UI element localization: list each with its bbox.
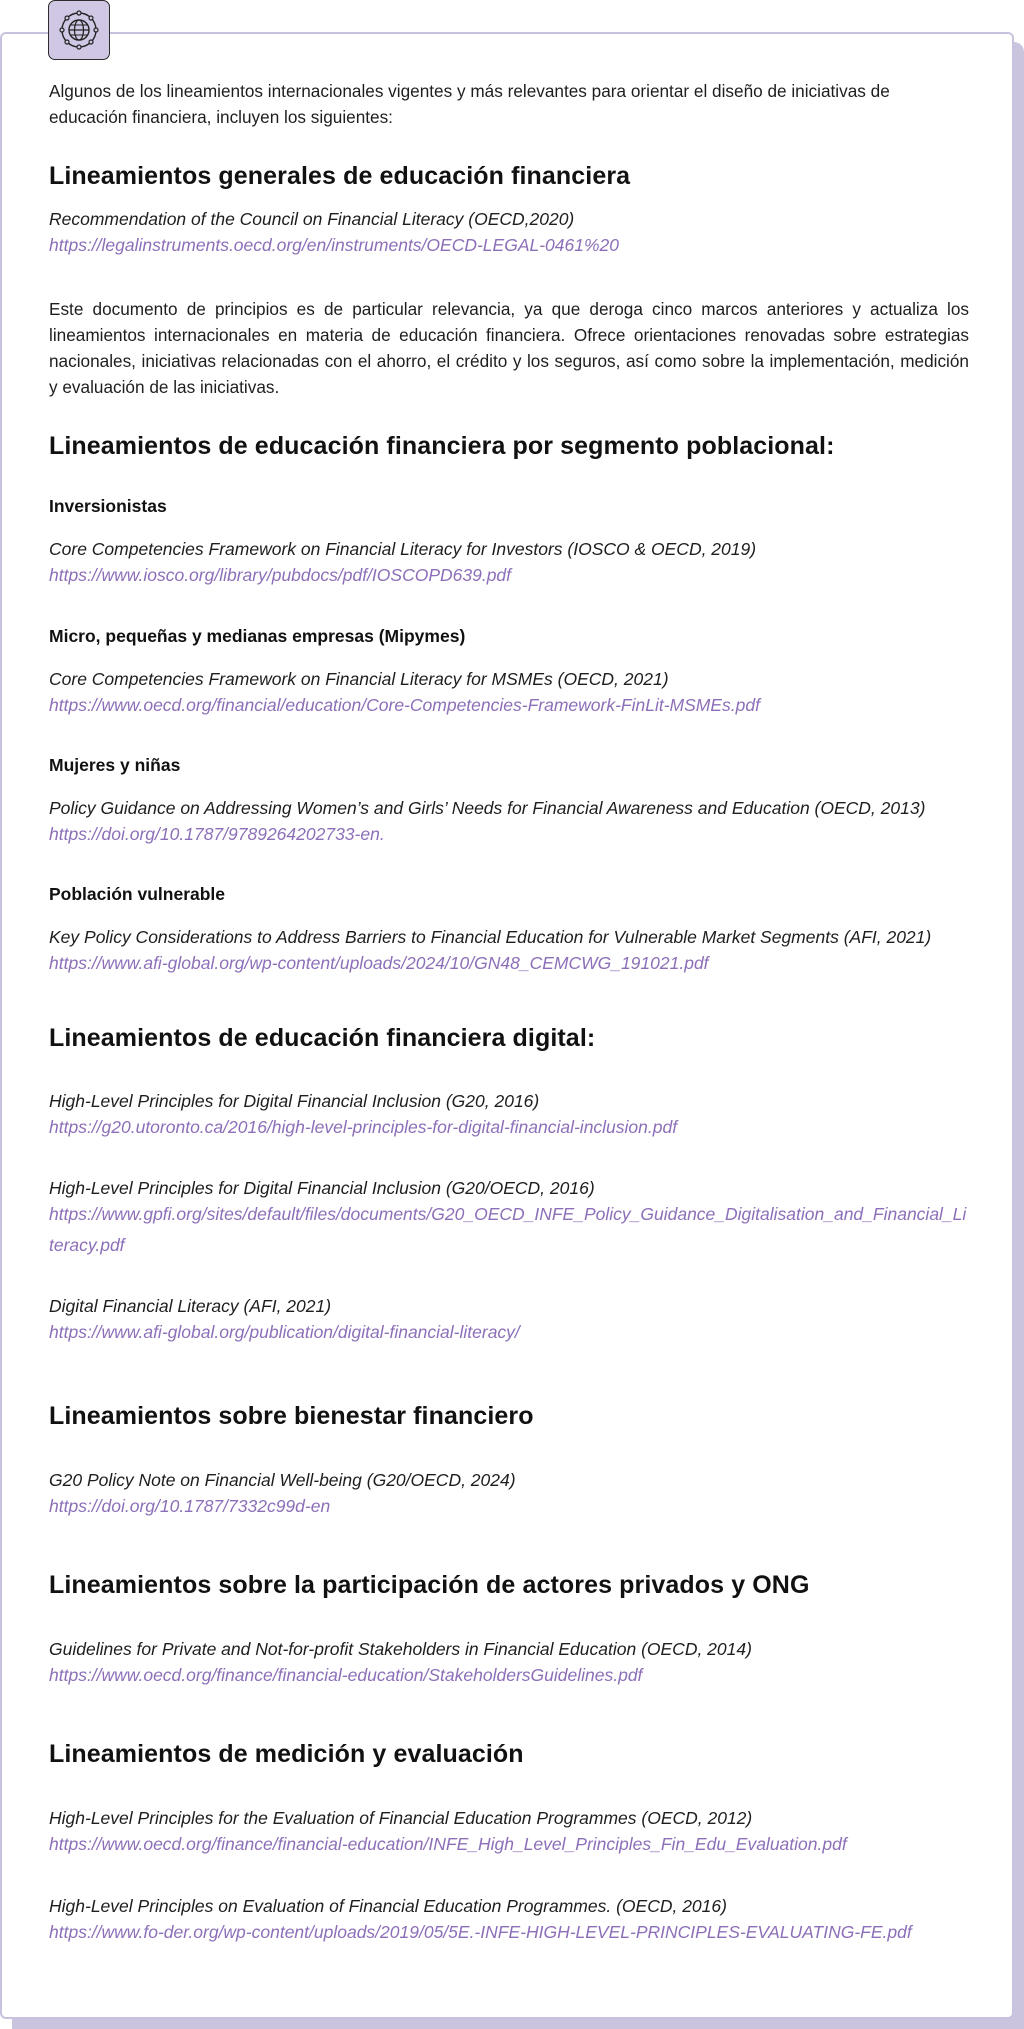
reference-link[interactable]: https://www.iosco.org/library/pubdocs/pdf/IOSCOPD639.pdf bbox=[49, 565, 512, 585]
section-heading: Lineamientos generales de educación financiera bbox=[49, 162, 631, 190]
subsection-title: Micro, pequeñas y medianas empresas (Mipymes) bbox=[49, 626, 466, 646]
subsection-title: Mujeres y niñas bbox=[49, 755, 181, 775]
reference-link[interactable]: https://doi.org/10.1787/9789264202733-en. bbox=[49, 824, 385, 844]
section-heading: Lineamientos de educación financiera digital: bbox=[49, 1024, 596, 1052]
reference-link[interactable]: https://www.afi-global.org/wp-content/uploads/2024/10/GN48_CEMCWG_191021.pdf bbox=[49, 953, 709, 973]
reference-link[interactable]: https://www.gpfi.org/sites/default/files/documents/G20_OECD_INFE_Policy_Guidance_Digitalisation_and_Financial_Literacy.pdf bbox=[49, 1204, 967, 1255]
reference-title: Core Competencies Framework on Financial Literacy for MSMEs (OECD, 2021) bbox=[49, 669, 669, 689]
reference-link[interactable]: https://doi.org/10.1787/7332c99d-en bbox=[49, 1496, 331, 1516]
section-heading: Lineamientos de educación financiera por segmento poblacional: bbox=[49, 432, 835, 460]
reference-title: Policy Guidance on Addressing Women’s and Girls’ Needs for Financial Awareness and Education (OECD, 2013) bbox=[49, 798, 926, 818]
reference-title: Core Competencies Framework on Financial Literacy for Investors (IOSCO & OECD, 2019) bbox=[49, 539, 757, 559]
reference-link[interactable]: https://legalinstruments.oecd.org/en/instruments/OECD-LEGAL-0461%20 bbox=[49, 235, 620, 255]
section-heading: Lineamientos sobre bienestar financiero bbox=[49, 1402, 534, 1430]
reference-link[interactable]: https://www.oecd.org/finance/financial-education/INFE_High_Level_Principles_Fin_Edu_Evaluation.pdf bbox=[49, 1834, 847, 1854]
reference-link[interactable]: https://www.oecd.org/financial/education/Core-Competencies-Framework-FinLit-MSMEs.pdf bbox=[49, 695, 760, 715]
section-heading: Lineamientos sobre la participación de actores privados y ONG bbox=[49, 1571, 810, 1599]
reference-link[interactable]: https://www.oecd.org/finance/financial-education/StakeholdersGuidelines.pdf bbox=[49, 1665, 643, 1685]
reference-title: High-Level Principles on Evaluation of Financial Education Programmes. (OECD, 2016) bbox=[49, 1896, 727, 1916]
reference-link[interactable]: https://g20.utoronto.ca/2016/high-level-principles-for-digital-financial-inclusion.pdf bbox=[49, 1117, 678, 1137]
reference-title: Digital Financial Literacy (AFI, 2021) bbox=[49, 1296, 332, 1316]
subsection-title: Población vulnerable bbox=[49, 884, 226, 904]
reference-title: G20 Policy Note on Financial Well-being (G20/OECD, 2024) bbox=[49, 1470, 516, 1490]
reference-title: High-Level Principles for Digital Financial Inclusion (G20, 2016) bbox=[49, 1091, 540, 1111]
reference-title: Guidelines for Private and Not-for-profit Stakeholders in Financial Education (OECD, 2014) bbox=[49, 1639, 752, 1659]
reference-link[interactable]: https://www.afi-global.org/publication/digital-financial-literacy/ bbox=[49, 1322, 520, 1342]
section-heading: Lineamientos de medición y evaluación bbox=[49, 1740, 524, 1768]
subsection-title: Inversionistas bbox=[49, 496, 167, 516]
section-description: Este documento de principios es de particular relevancia, ya que deroga cinco marcos anteriores y actualiza los lineamientos internacionales en materia de educación financiera. Ofrece orientaciones renovadas sobre estrategias nacionales, iniciativas relacionadas con el ahorro, el crédito y los seguros, así como sobre la implementación, medición y evaluación de las iniciativas. bbox=[49, 299, 969, 397]
reference-title: High-Level Principles for the Evaluation of Financial Education Programmes (OECD, 2012) bbox=[49, 1808, 753, 1828]
intro-paragraph: Algunos de los lineamientos internacionales vigentes y más relevantes para orientar el diseño de iniciativas de educación financiera, incluyen los siguientes: bbox=[49, 81, 890, 127]
reference-title: Key Policy Considerations to Address Barriers to Financial Education for Vulnerable Market Segments (AFI, 2021) bbox=[49, 927, 932, 947]
reference-title: High-Level Principles for Digital Financial Inclusion (G20/OECD, 2016) bbox=[49, 1178, 595, 1198]
reference-link[interactable]: https://www.fo-der.org/wp-content/uploads/2019/05/5E.-INFE-HIGH-LEVEL-PRINCIPLES-EVALUATING-FE.pdf bbox=[49, 1922, 912, 1942]
globe-icon bbox=[48, 0, 110, 60]
reference-title: Recommendation of the Council on Financial Literacy (OECD,2020) bbox=[49, 209, 575, 229]
